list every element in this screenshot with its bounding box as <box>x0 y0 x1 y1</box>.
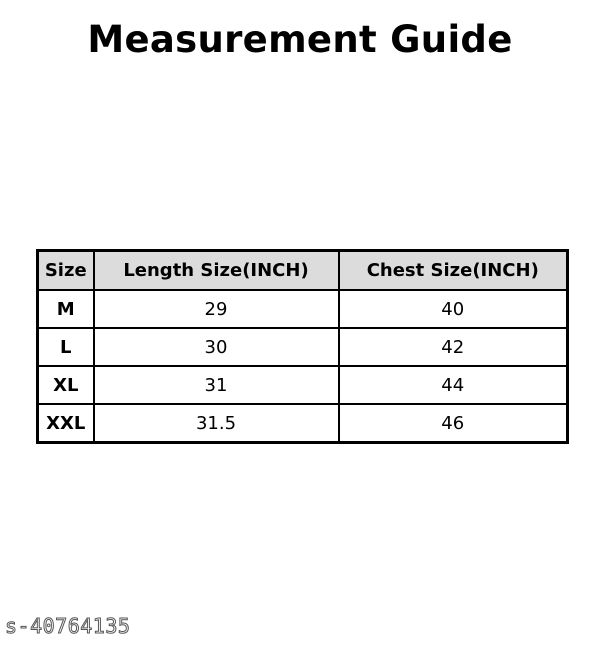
watermark-id: s-40764135 <box>5 614 131 638</box>
table-row <box>38 290 568 328</box>
size-cell: M <box>38 290 94 328</box>
chest-cell: 40 <box>339 290 568 328</box>
size-cell: XXL <box>38 404 94 443</box>
table-header <box>38 251 568 291</box>
chest-cell: 46 <box>339 404 568 443</box>
table-row <box>38 366 568 404</box>
page-title: Measurement Guide <box>87 18 513 61</box>
length-cell: 31.5 <box>94 404 339 443</box>
measurement-table <box>36 249 569 444</box>
header-size: Size <box>38 251 94 291</box>
length-cell: 31 <box>94 366 339 404</box>
chest-cell: 44 <box>339 366 568 404</box>
table-body <box>38 290 568 443</box>
header-length: Length Size(INCH) <box>94 251 339 291</box>
table-row <box>38 404 568 443</box>
table-header-row <box>38 251 568 291</box>
length-cell: 30 <box>94 328 339 366</box>
length-cell: 29 <box>94 290 339 328</box>
size-cell: L <box>38 328 94 366</box>
header-chest: Chest Size(INCH) <box>339 251 568 291</box>
chest-cell: 42 <box>339 328 568 366</box>
size-cell: XL <box>38 366 94 404</box>
table-row <box>38 328 568 366</box>
